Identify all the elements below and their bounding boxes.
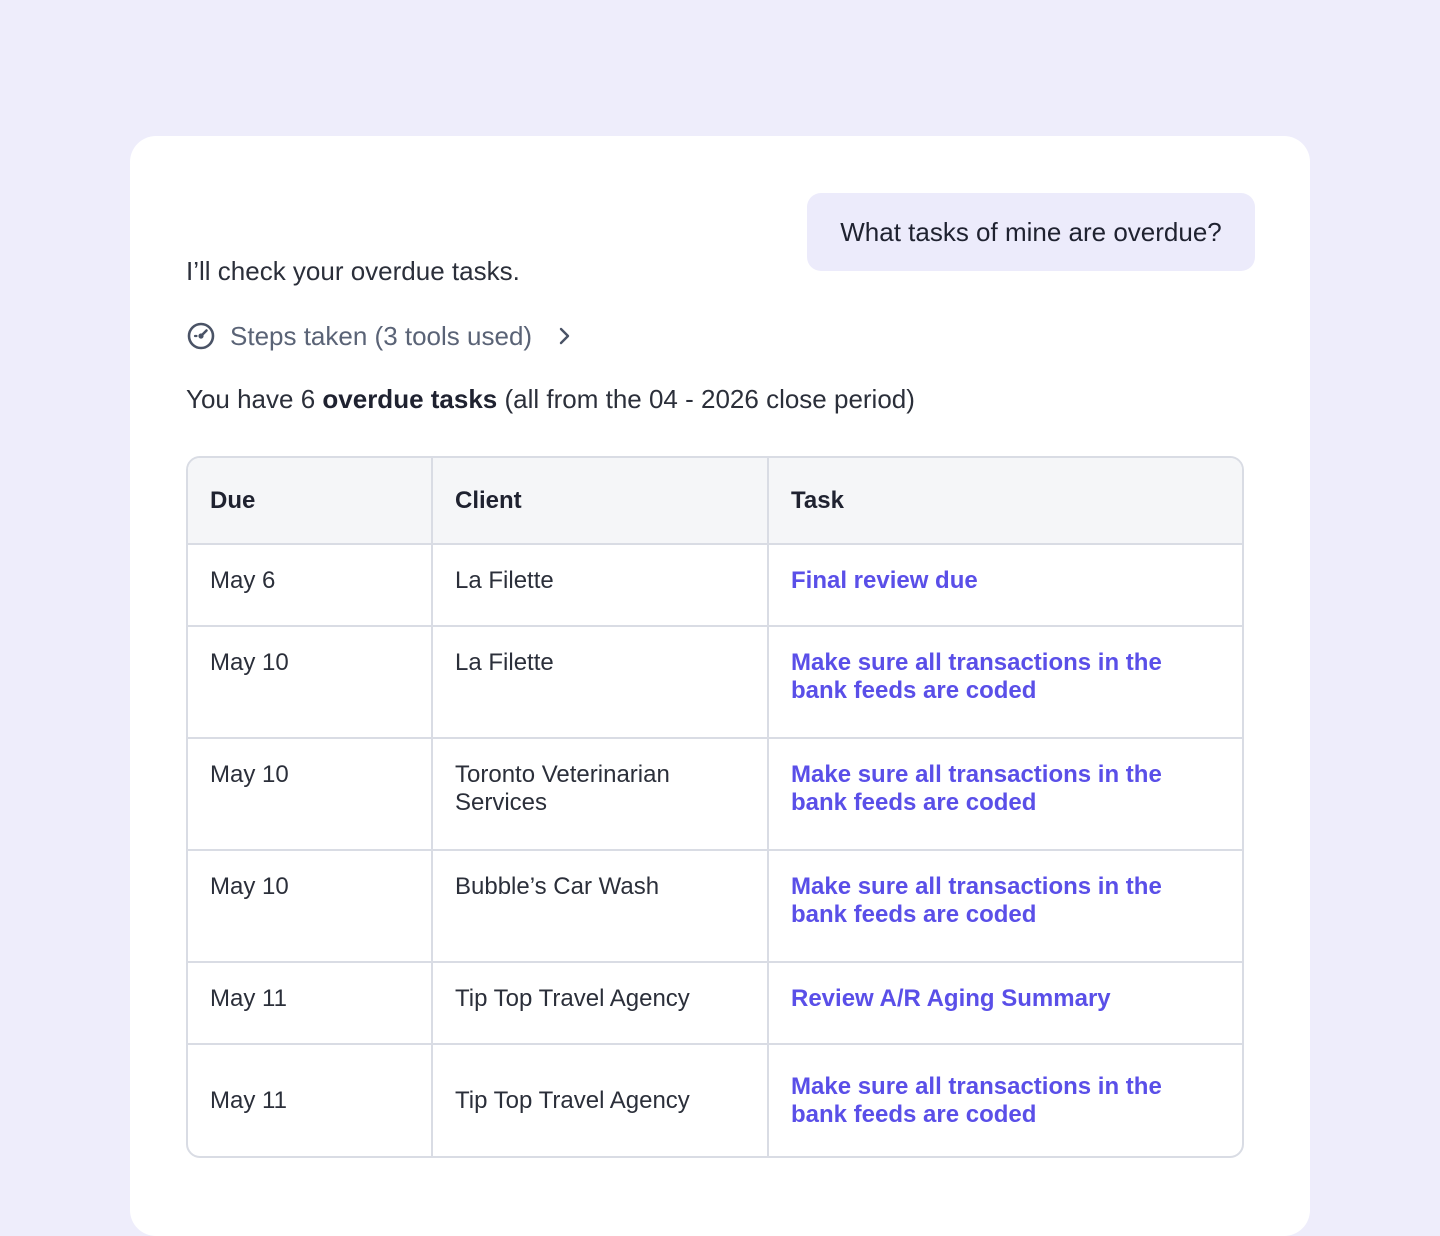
- task-link[interactable]: Make sure all transactions in the bank feeds are coded: [768, 850, 1242, 962]
- table-row: [188, 544, 1242, 626]
- user-message-bubble: [807, 193, 1255, 271]
- column-header-due: Due: [188, 458, 432, 544]
- task-link[interactable]: Make sure all transactions in the bank feeds are coded: [768, 626, 1242, 738]
- assistant-intro: I’ll check your overdue tasks.: [186, 256, 520, 286]
- due-cell: May 10: [188, 850, 432, 962]
- client-cell: Tip Top Travel Agency: [432, 1044, 768, 1156]
- due-cell: May 10: [188, 738, 432, 850]
- client-cell: Bubble’s Car Wash: [432, 850, 768, 962]
- table-row: [188, 626, 1242, 738]
- table-row: [188, 850, 1242, 962]
- table-row: [188, 1044, 1242, 1156]
- chevron-right-icon: [554, 326, 574, 346]
- client-cell: La Filette: [432, 544, 768, 626]
- summary-prefix: You have 6: [186, 384, 323, 414]
- table-row: [188, 738, 1242, 850]
- overdue-tasks-table: [186, 456, 1244, 1158]
- gauge-icon: [186, 321, 216, 351]
- column-header-client: Client: [432, 458, 768, 544]
- table-header-row: [188, 458, 1242, 544]
- task-link[interactable]: Review A/R Aging Summary: [768, 962, 1242, 1044]
- task-link[interactable]: Make sure all transactions in the bank feeds are coded: [768, 738, 1242, 850]
- summary-bold: overdue tasks: [322, 384, 498, 414]
- task-link[interactable]: Final review due: [768, 544, 1242, 626]
- table-row: [188, 962, 1242, 1044]
- summary-suffix: (all from the 04 - 2026 close period): [497, 384, 915, 414]
- client-cell: Tip Top Travel Agency: [432, 962, 768, 1044]
- user-message-text: What tasks of mine are overdue?: [840, 216, 1222, 247]
- client-cell: La Filette: [432, 626, 768, 738]
- client-cell: Toronto Veterinarian Services: [432, 738, 768, 850]
- due-cell: May 11: [188, 1044, 432, 1156]
- due-cell: May 6: [210, 567, 276, 594]
- steps-taken-toggle[interactable]: [186, 316, 574, 356]
- due-cell: May 10: [188, 626, 432, 738]
- column-header-task: Task: [768, 458, 1242, 544]
- task-link[interactable]: Make sure all transactions in the bank feeds are coded: [768, 1044, 1242, 1156]
- steps-taken-label: Steps taken (3 tools used): [230, 320, 533, 351]
- overdue-summary: [186, 381, 915, 417]
- due-cell: May 11: [188, 962, 432, 1044]
